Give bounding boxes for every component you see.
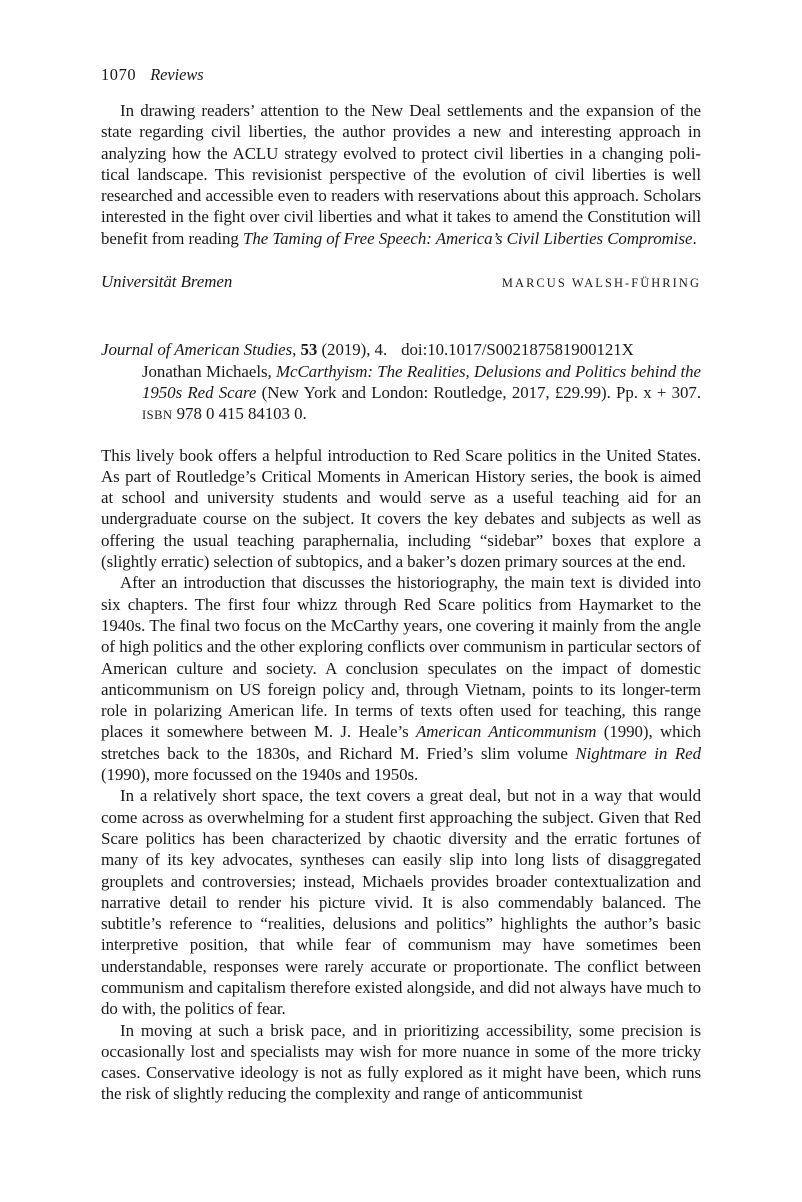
paragraph-text: After an introduction that discusses the historiography, the main text is divided into six chapters. The first four whizz through Red Scare politics from Haymarket to the 1940s. The final two focus on the McCarthy years, one covering it mainly from the angle of high politics and the other exploring conflicts over communism in particular sectors of American culture and society. A conclusion speculates on the impact of domestic anticommunism on US foreign policy and, through Vietnam, points to its longer-term role in polarizing American life. In terms of texts often used for teaching, this range places it somewhere between M. J. Heale’s	[101, 573, 701, 742]
review-paragraph-2	[101, 572, 701, 785]
page-number: 1070	[101, 65, 137, 84]
book-publication: (New York and London: Routledge, 2017, £29.99). Pp. x + 307.	[256, 382, 701, 402]
running-head	[101, 64, 701, 86]
review-signoff	[101, 271, 701, 294]
reviewer-name: MARCUS WALSH-FÜHRING	[501, 276, 701, 291]
review-paragraph-1: This lively book offers a helpful introduction to Red Scare politics in the United States. As part of Routledge’s Critical Moments in American History series, the book is aimed at school and university students and would serve as a useful teaching aid for an undergraduate course on the subject. It covers the key debates and subjects as well as offering the usual teaching paraphernalia, including “sidebar” boxes that explore a (slightly erratic) selection of subtopics, and a baker’s dozen primary sources at the end.	[101, 445, 701, 572]
isbn-label: ISBN	[142, 408, 173, 423]
paragraph-text: (1990), which stretches back to the 1830s, and Richard M. Fried’s slim volume	[101, 722, 702, 763]
journal-volume: 53	[300, 340, 318, 360]
paragraph-text: (1990), more focussed on the 1940s and 1950s.	[101, 765, 419, 785]
journal-citation	[101, 339, 701, 360]
isbn: 978 0 415 84103 0.	[172, 404, 307, 424]
paragraph-text: In drawing readers’ attention to the New Deal settlements and the expansion of the state regarding civil liberties, the author provides a new and interesting approach in analyzing how the ACLU strategy evolved to protect civil liberties in a changing political landscape. This revisionist perspective of the evolution of civil liberties is well researched and accessible even to readers with reservations about this approach. Scholars interested in the fight over civil liberties and what it takes to amend the Constitution will benefit from reading	[101, 101, 701, 248]
book-author: Jonathan Michaels,	[142, 361, 276, 381]
review-citation-block	[101, 339, 701, 426]
journal-issue: (2019), 4.	[317, 340, 388, 360]
review-paragraph-3: In a relatively short space, the text covers a great deal, but not in a way that would come across as overwhelming for a student first approaching the subject. Given that Red Scare politics has been characterized by chaotic diversity and the erratic fortunes of many of its key advocates, syntheses can easily slip into long lists of disaggregated grouplets and controversies; instead, Michaels provides broader contextualization and narrative detail to render his picture vivid. It is also commendably balanced. The subtitle’s reference to “realities, delusions and politics” highlights the author’s basic interpretive position, that while fear of communism may have sometimes been understandable, responses were rarely accurate or proportionate. The conflict between communism and capitalism therefore existed alongside, and did not always have much to do with, the politics of fear.	[101, 786, 701, 1019]
book-title: McCarthyism: The Realities, Delusions and Politics behind the 1950s Red Scare	[142, 361, 701, 402]
book-entry	[101, 361, 701, 427]
cited-book-title: American Anticommunism	[415, 722, 597, 742]
review-body	[101, 445, 701, 1105]
section-title: Reviews	[150, 65, 204, 84]
reviewed-book-title: The Taming of Free Speech: America’s Civil Liberties Compromise	[243, 228, 693, 248]
journal-name: Journal of American Studies	[101, 340, 293, 360]
doi: doi:10.1017/S002187581900121X	[401, 340, 634, 360]
citation-separator: ,	[292, 340, 301, 360]
reviewer-institution: Universität Bremen	[101, 272, 233, 292]
previous-review-closing-paragraph	[101, 100, 701, 249]
paragraph-end: .	[692, 228, 697, 248]
cited-book-title: Nightmare in Red	[575, 743, 701, 763]
review-paragraph-4: In moving at such a brisk pace, and in prioritizing accessibility, some precision is occasionally lost and specialists may wish for more nuance in some of the more tricky cases. Conservative ideology is not as fully explored as it might have been, which runs the risk of slightly reducing the complexity and range of anticommunist	[101, 1020, 701, 1104]
